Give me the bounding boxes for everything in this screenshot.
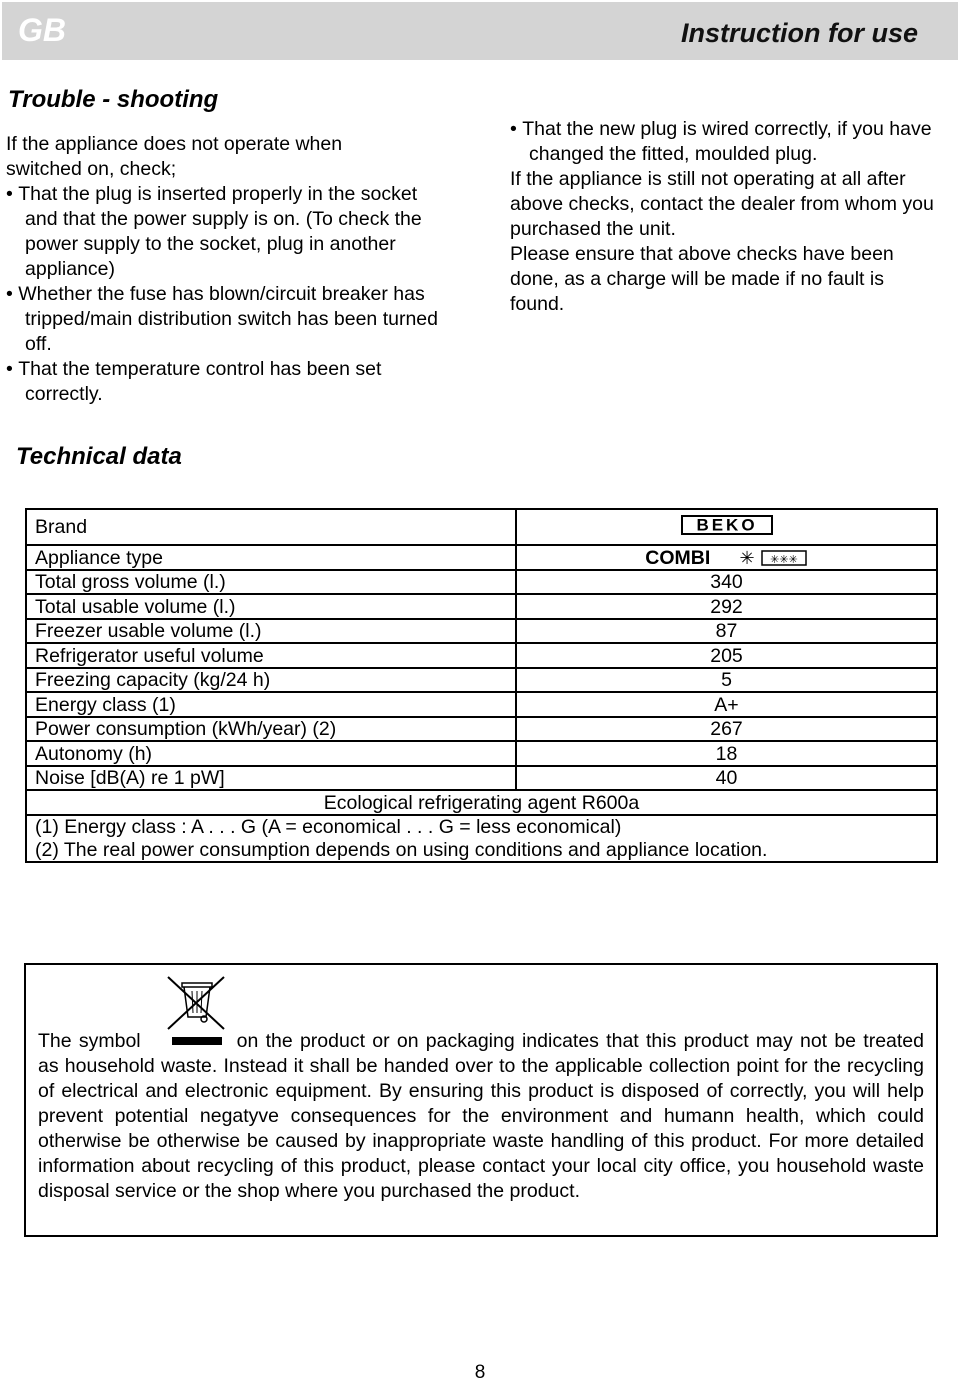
technical-data-title: Technical data (16, 443, 182, 470)
spec-label: Energy class (1) (26, 692, 516, 717)
spec-value: 5 (516, 668, 937, 693)
power-consumption-note: (2) The real power consumption depends on using conditions and appliance location. (26, 838, 937, 862)
header-title: Instruction for use (680, 18, 918, 48)
brand-label: Brand (26, 509, 516, 545)
spec-label: Total gross volume (l.) (26, 570, 516, 595)
spec-label: Power consumption (kWh/year) (2) (26, 717, 516, 742)
trouble-shooting-title: Trouble - shooting (8, 86, 219, 113)
spec-value: 87 (516, 619, 937, 644)
appliance-type-label: Appliance type (26, 545, 516, 570)
brand-logo (516, 509, 937, 545)
weee-notice-box (24, 963, 938, 1237)
trouble-bullet: • That the new plug is wired correctly, if you have changed the fitted, moulded plug. (510, 118, 932, 165)
table-row (26, 741, 937, 766)
trouble-intro: If the appliance does not operate when switched on, check; (6, 133, 343, 180)
table-row (26, 619, 937, 644)
freezer-star-rating-icon (738, 549, 808, 567)
table-row (26, 509, 937, 545)
appliance-type-value: COMBI ✳ ✳✳✳ (516, 545, 937, 570)
trouble-bullet: • That the temperature control has been set correctly. (6, 358, 382, 405)
spec-label: Freezing capacity (kg/24 h) (26, 668, 516, 693)
beko-logo (681, 515, 773, 535)
trouble-bullet: • That the plug is inserted properly in the socket and that the power supply is on. (To check the power supply to the socket, plug in another appliance) (6, 183, 422, 280)
spec-value: 40 (516, 766, 937, 791)
trouble-right-column (510, 117, 955, 317)
weee-text: The symbol on the product or on packaging indicates that this product may not be treated as household waste. Instead it shall be handed over to the applicable collection point for the recycling of electrical and electronic equipment. By ensuring this product is disposed of correctly, you will help prevent potential negatyve consequences for the environment and humann health, which could otherwise be otherwise be caused by inappropriate waste handling of this product. For more detailed information about recycling of this product, please contact your local city office, you household waste disposal service or the shop where you purchased the product. (38, 1030, 924, 1202)
refrigerant-agent: Ecological refrigerating agent R600a (26, 790, 937, 815)
table-row (26, 643, 937, 668)
table-row (26, 815, 937, 839)
table-row (26, 790, 937, 815)
svg-text:✳✳✳: ✳✳✳ (769, 553, 798, 567)
spec-value: 340 (516, 570, 937, 595)
spec-label: Autonomy (h) (26, 741, 516, 766)
trouble-bullet: • Whether the fuse has blown/circuit breaker has tripped/main distribution switch has been turned off. (6, 283, 438, 355)
trouble-paragraph: If the appliance is still not operating at all after above checks, contact the dealer from whom you purchased the unit. (510, 168, 934, 240)
trouble-left-column (6, 132, 446, 407)
language-code: GB (18, 12, 66, 48)
spec-label: Freezer usable volume (l.) (26, 619, 516, 644)
table-row (26, 838, 937, 862)
spec-value: 267 (516, 717, 937, 742)
table-row (26, 570, 937, 595)
svg-text:BEKO: BEKO (695, 515, 758, 534)
svg-text:✳: ✳ (739, 549, 755, 568)
technical-data-table (25, 508, 938, 863)
spec-value: 18 (516, 741, 937, 766)
table-row (26, 594, 937, 619)
page-header (2, 2, 958, 60)
trouble-paragraph: Please ensure that above checks have been done, as a charge will be made if no fault is found. (510, 243, 894, 315)
spec-label: Noise [dB(A) re 1 pW] (26, 766, 516, 791)
table-row (26, 692, 937, 717)
spec-value: 292 (516, 594, 937, 619)
table-row (26, 717, 937, 742)
energy-class-note: (1) Energy class : A . . . G (A = economical . . . G = less economical) (26, 815, 937, 839)
table-row (26, 766, 937, 791)
page-number: 8 (474, 1362, 486, 1383)
spec-label: Total usable volume (l.) (26, 594, 516, 619)
table-row (26, 668, 937, 693)
spec-value: 205 (516, 643, 937, 668)
spec-value: A+ (516, 692, 937, 717)
table-row (26, 545, 937, 570)
spec-label: Refrigerator useful volume (26, 643, 516, 668)
